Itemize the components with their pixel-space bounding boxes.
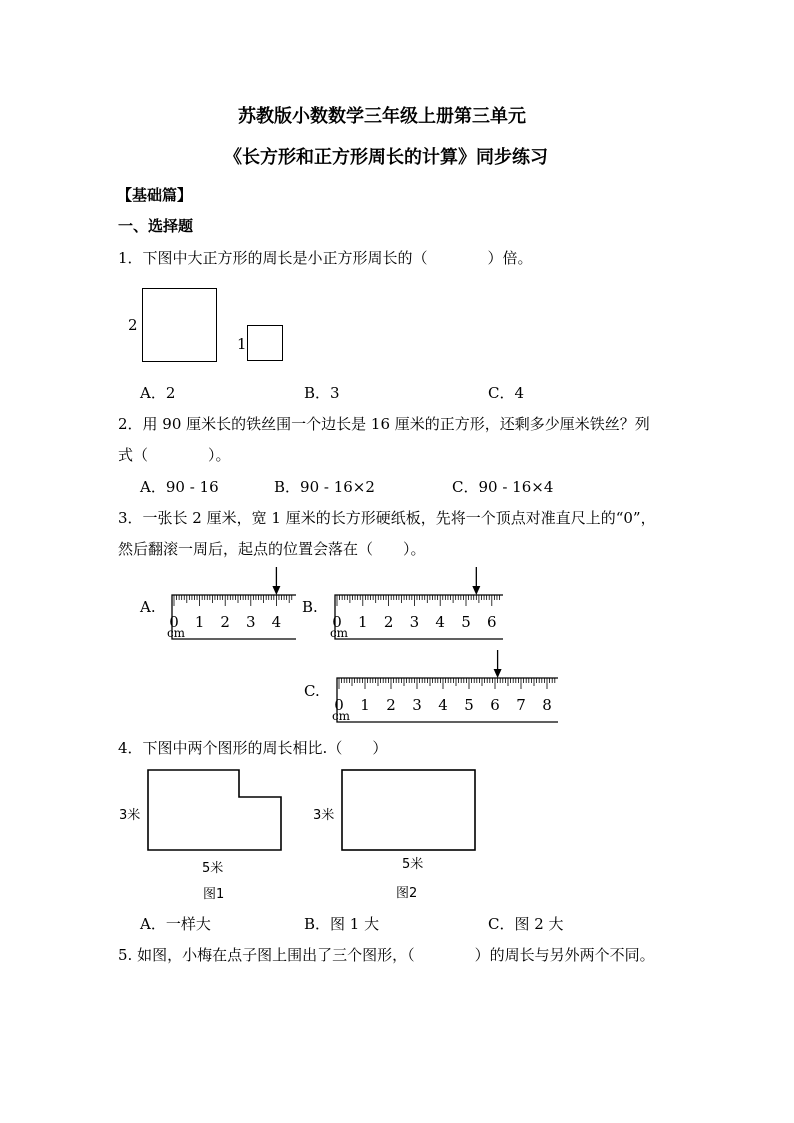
q4-option-c: C．图 2 大 — [488, 915, 564, 933]
title-line-2: 《长方形和正方形周长的计算》同步练习 — [224, 147, 548, 168]
title-line-1: 苏教版小数数学三年级上册第三单元 — [238, 106, 526, 127]
q1-option-a: A．2 — [140, 384, 176, 402]
q3-option-b-label: B. — [302, 598, 318, 616]
ruler-c-number: 0 — [334, 696, 344, 714]
q4-figure-1-shape — [148, 770, 281, 850]
q4-fig1-caption: 图1 — [203, 887, 225, 902]
q1-small-side-label: 1 — [237, 335, 247, 353]
q4-fig2-caption: 图2 — [396, 886, 418, 901]
ruler-a-number: 3 — [246, 613, 256, 631]
ruler-b-unit: cm — [329, 626, 349, 640]
q3-stem-line-1: 3．一张长 2 厘米，宽 1 厘米的长方形硬纸板，先将一个顶点对准直尺上的“0”， — [118, 509, 656, 527]
ruler-c-number: 6 — [490, 696, 500, 714]
part-label: 一、选择题 — [118, 217, 194, 235]
ruler-b-number: 3 — [409, 613, 420, 631]
ruler-c-unit: cm — [331, 709, 351, 723]
q4-fig2-width-label: 5米 — [402, 857, 424, 872]
q2-stem-line-1: 2．用 90 厘米长的铁丝围一个边长是 16 厘米的正方形，还剩多少厘米铁丝？列 — [118, 415, 650, 433]
ruler-c-number: 1 — [360, 696, 370, 714]
q4-fig1-height-label: 3米 — [119, 808, 141, 823]
q1-stem: 1．下图中大正方形的周长是小正方形周长的（ ）倍。 — [118, 249, 533, 267]
q2-stem-line-2: 式（ ）。 — [118, 446, 231, 464]
q4-option-a: A．一样大 — [140, 915, 211, 933]
ruler-b-number: 2 — [383, 613, 394, 631]
ruler-b-number: 0 — [332, 613, 342, 631]
q4-figure-2-shape — [342, 770, 475, 850]
section-label: 【基础篇】 — [117, 186, 193, 204]
q1-option-b: B．3 — [304, 384, 340, 402]
q5-stem: 5. 如图，小梅在点子图上围出了三个图形，（ ）的周长与另外两个不同。 — [118, 946, 655, 964]
ruler-c-number: 7 — [516, 696, 526, 714]
ruler-c-number: 5 — [464, 696, 474, 714]
q2-option-c: C．90 - 16×4 — [452, 478, 554, 496]
q1-big-side-label: 2 — [128, 316, 138, 334]
q2-option-a: A．90 - 16 — [140, 478, 219, 496]
ruler-a-number: 0 — [169, 613, 179, 631]
ruler-c-number: 3 — [412, 696, 422, 714]
ruler-b-number: 4 — [435, 613, 445, 631]
ruler-a-unit: cm — [166, 626, 186, 640]
q4-fig2-height-label: 3米 — [313, 808, 335, 823]
ruler-a-number: 4 — [271, 613, 282, 631]
ruler-a-number: 1 — [194, 613, 205, 631]
q4-option-b: B．图 1 大 — [304, 915, 380, 933]
q3-option-a-label: A. — [140, 598, 156, 616]
ruler-c-number: 4 — [438, 696, 448, 714]
ruler-b-number: 1 — [358, 613, 368, 631]
q3-option-c-label: C. — [304, 682, 320, 700]
q2-option-b: B．90 - 16×2 — [274, 478, 375, 496]
q3-stem-line-2: 然后翻滚一周后，起点的位置会落在（ ）。 — [118, 540, 426, 558]
q4-fig1-width-label: 5米 — [202, 861, 224, 876]
ruler-a-number: 2 — [220, 613, 230, 631]
ruler-b-number: 5 — [461, 613, 471, 631]
ruler-b-number: 6 — [487, 613, 497, 631]
q1-option-c: C．4 — [488, 384, 525, 402]
q4-stem: 4．下图中两个图形的周长相比.（ ） — [118, 739, 388, 757]
ruler-c-number: 2 — [386, 696, 396, 714]
ruler-c-number: 8 — [542, 696, 552, 714]
